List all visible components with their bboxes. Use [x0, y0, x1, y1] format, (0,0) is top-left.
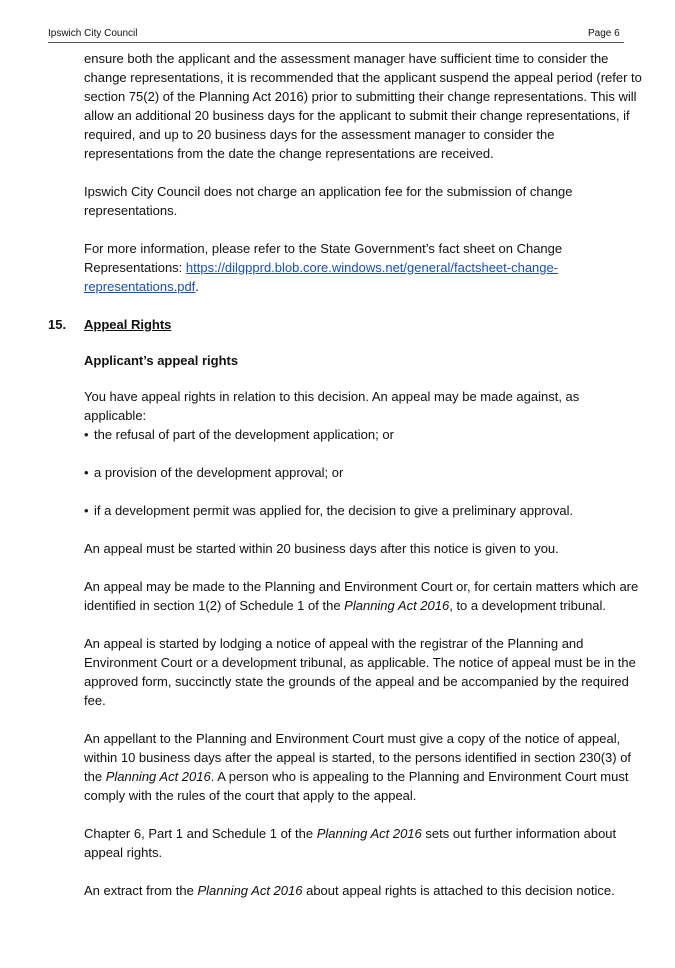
header-page-number: Page 6 [588, 28, 620, 39]
paragraph-further-information [84, 824, 644, 862]
bullet-icon: • [84, 503, 89, 518]
list-item [84, 425, 644, 444]
bullet-icon: • [84, 427, 89, 442]
text-run: , to a development tribunal. [449, 598, 607, 613]
act-title: Planning Act 2016 [316, 826, 422, 841]
header-organisation: Ipswich City Council [48, 28, 138, 39]
more-info-end: . [195, 279, 199, 294]
paragraph-suspend-appeal: ensure both the applicant and the assessment manager have sufficient time to consider the change representations, it is recommended that the applicant suspend the appeal period (refer to section 75(2) of the Planning Act 2016) prior to submitting their change representations. This will allow an additional 20 business days for the applicant to submit their change representations, if required, and up to 20 business days for the assessment manager to consider the representations from the date the change representations are received. [84, 51, 642, 161]
paragraph-lodging: An appeal is started by lodging a notice of appeal with the registrar of the Planning and Environment Court or a development tribunal, as applicable. The notice of appeal must be in the approved form, succinctly state the grounds of the appeal and be accompanied by the required fee. [84, 636, 636, 708]
appeal-rights-list [84, 387, 644, 520]
act-title: Planning Act 2016 [105, 769, 211, 784]
text-run: sets out further information about appeal rights. [84, 826, 617, 860]
list-item-text: a provision of the development approval; or [94, 465, 344, 480]
text-run: . A person who is appealing to the Planning and Environment Court must comply with the rules of the court that apply to the appeal. [84, 769, 629, 803]
text-run: about appeal rights is attached to this decision notice. [302, 883, 615, 898]
paragraph-court-or-tribunal [84, 577, 644, 615]
list-item [84, 501, 644, 520]
section-heading [48, 315, 644, 334]
page-header [48, 26, 624, 43]
appeal-intro: You have appeal rights in relation to this decision. An appeal may be made against, as applicable: [84, 389, 580, 423]
subheading-applicant-rights: Applicant’s appeal rights [84, 353, 239, 368]
paragraph-appellant-notice [84, 729, 644, 805]
paragraph-more-information [84, 239, 644, 296]
page-content [48, 49, 644, 919]
paragraph-extract-attached [84, 881, 644, 900]
factsheet-link[interactable]: https://dilgpprd.blob.core.windows.net/general/factsheet-change-representations.pdf [84, 260, 559, 294]
bullet-icon: • [84, 465, 89, 480]
list-item-text: the refusal of part of the development application; or [94, 427, 394, 442]
more-info-text: For more information, please refer to the State Government’s fact sheet on Change Representations: [84, 241, 563, 275]
section-title: Appeal Rights [84, 317, 172, 332]
act-title: Planning Act 2016 [344, 598, 450, 613]
section-number: 15. [48, 317, 67, 332]
list-item [84, 463, 644, 482]
text-run: An appeal may be made to the Planning and Environment Court or, for certain matters which are identified in section 1(2) of Schedule 1 of the [84, 579, 639, 613]
act-title: Planning Act 2016 [197, 883, 303, 898]
text-run: Chapter 6, Part 1 and Schedule 1 of the [84, 826, 317, 841]
text-run: An extract from the [84, 883, 198, 898]
text-run: An appellant to the Planning and Environment Court must give a copy of the notice of appeal, within 10 business days after the appeal is started, to the persons identified in section 230(3) of the [84, 731, 632, 784]
paragraph-application-fee: Ipswich City Council does not charge an application fee for the submission of change representations. [84, 184, 573, 218]
list-item-text: if a development permit was applied for, the decision to give a preliminary approval. [94, 503, 574, 518]
paragraph-time-limit: An appeal must be started within 20 business days after this notice is given to you. [84, 541, 559, 556]
